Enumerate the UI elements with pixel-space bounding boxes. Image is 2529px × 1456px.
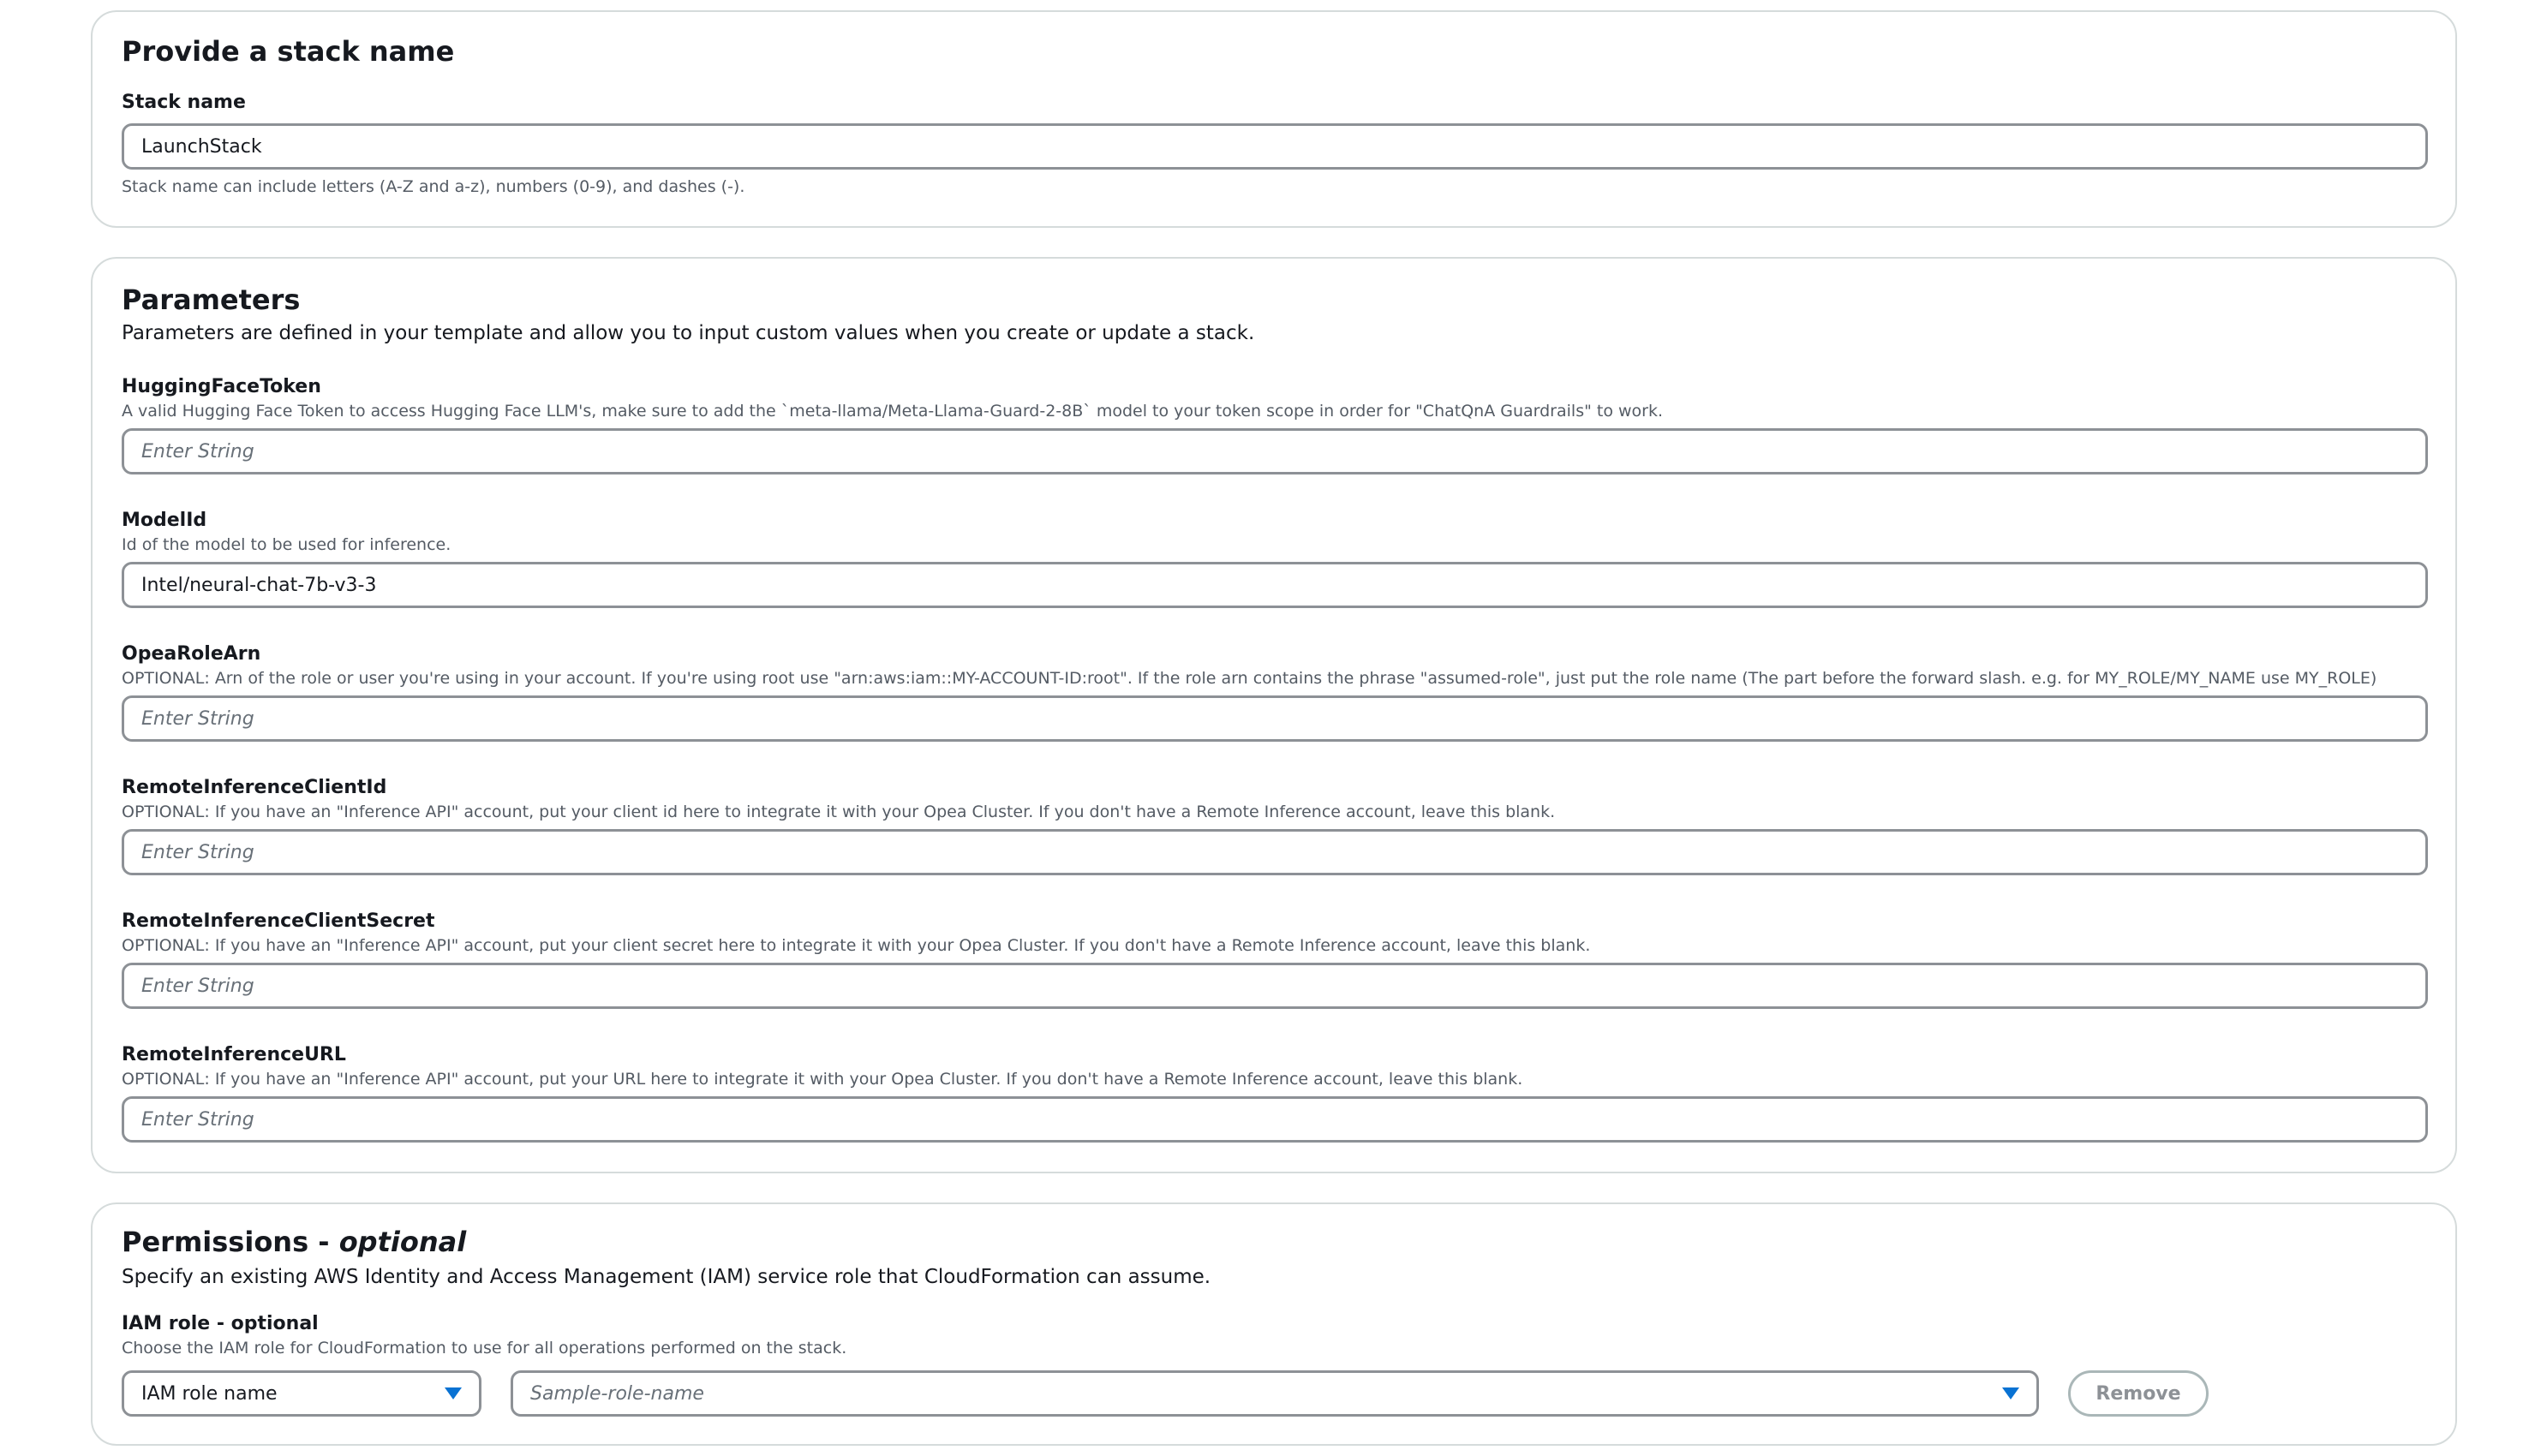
param-input-opearolearn[interactable]	[122, 695, 2428, 742]
param-description-remoteinferenceurl: OPTIONAL: If you have an "Inference API" account, put your URL here to integrate it with your Opea Cluster. If you don't have a Remote Inference account, leave this blank.	[122, 1070, 1523, 1089]
chevron-down-icon	[2002, 1387, 2019, 1399]
param-input-remoteinferenceclientsecret[interactable]	[122, 963, 2428, 1009]
param-input-modelid[interactable]	[122, 562, 2428, 608]
iam-role-name-select[interactable]	[511, 1370, 2039, 1417]
parameters-panel-title: Parameters	[122, 283, 301, 316]
param-label-remoteinferenceurl: RemoteInferenceURL	[122, 1044, 346, 1065]
param-description-modelid: Id of the model to be used for inference.	[122, 535, 451, 554]
param-label-opearolearn: OpeaRoleArn	[122, 643, 261, 665]
param-input-huggingfacetoken[interactable]	[122, 428, 2428, 474]
param-label-remoteinferenceclientid: RemoteInferenceClientId	[122, 777, 387, 798]
param-input-remoteinferenceurl[interactable]	[122, 1096, 2428, 1143]
param-label-huggingfacetoken: HuggingFaceToken	[122, 376, 321, 397]
chevron-down-icon	[445, 1387, 462, 1399]
param-input-remoteinferenceclientid[interactable]	[122, 829, 2428, 875]
iam-role-name-placeholder: Sample-role-name	[530, 1382, 704, 1405]
param-label-remoteinferenceclientsecret: RemoteInferenceClientSecret	[122, 910, 435, 932]
iam-role-label: IAM role - optional	[122, 1313, 319, 1334]
iam-role-description: Choose the IAM role for CloudFormation to use for all operations performed on the stack.	[122, 1339, 847, 1358]
iam-role-type-select[interactable]	[122, 1370, 481, 1417]
stack-name-panel	[91, 10, 2457, 228]
stack-name-label: Stack name	[122, 92, 246, 113]
iam-role-type-value: IAM role name	[141, 1382, 278, 1405]
parameters-panel	[91, 257, 2457, 1173]
remove-role-button[interactable]: Remove	[2068, 1370, 2209, 1417]
param-description-remoteinferenceclientid: OPTIONAL: If you have an "Inference API" account, put your client id here to integrate it with your Opea Cluster. If you don't have a Remote Inference account, leave this blank.	[122, 803, 1556, 821]
param-description-opearolearn: OPTIONAL: Arn of the role or user you're using in your account. If you're using root use "arn:aws:iam::MY-ACCOUNT-ID:root". If the role arn contains the phrase "assumed-role", just put the role name (The part before the forward slash. e.g. for MY_ROLE/MY_NAME use MY_ROLE)	[122, 669, 2377, 688]
stack-name-hint: Stack name can include letters (A-Z and a-z), numbers (0-9), and dashes (-).	[122, 177, 745, 196]
permissions-panel-title	[122, 1225, 466, 1259]
param-description-huggingfacetoken: A valid Hugging Face Token to access Hugging Face LLM's, make sure to add the `meta-llama/Meta-Llama-Guard-2-8B` model to your token scope in order for "ChatQnA Guardrails" to work.	[122, 402, 1664, 421]
param-description-remoteinferenceclientsecret: OPTIONAL: If you have an "Inference API" account, put your client secret here to integrate it with your Opea Cluster. If you don't have a Remote Inference account, leave this blank.	[122, 936, 1591, 955]
permissions-title-optional: optional	[338, 1226, 467, 1258]
permissions-panel	[91, 1202, 2457, 1446]
stack-name-input[interactable]	[122, 123, 2428, 170]
permissions-description: Specify an existing AWS Identity and Access Management (IAM) service role that CloudFormation can assume.	[122, 1266, 1211, 1288]
permissions-title-text: Permissions -	[122, 1226, 339, 1258]
stack-name-panel-title: Provide a stack name	[122, 35, 455, 68]
parameters-description: Parameters are defined in your template and allow you to input custom values when you create or update a stack.	[122, 322, 1255, 344]
param-label-modelid: ModelId	[122, 510, 207, 531]
